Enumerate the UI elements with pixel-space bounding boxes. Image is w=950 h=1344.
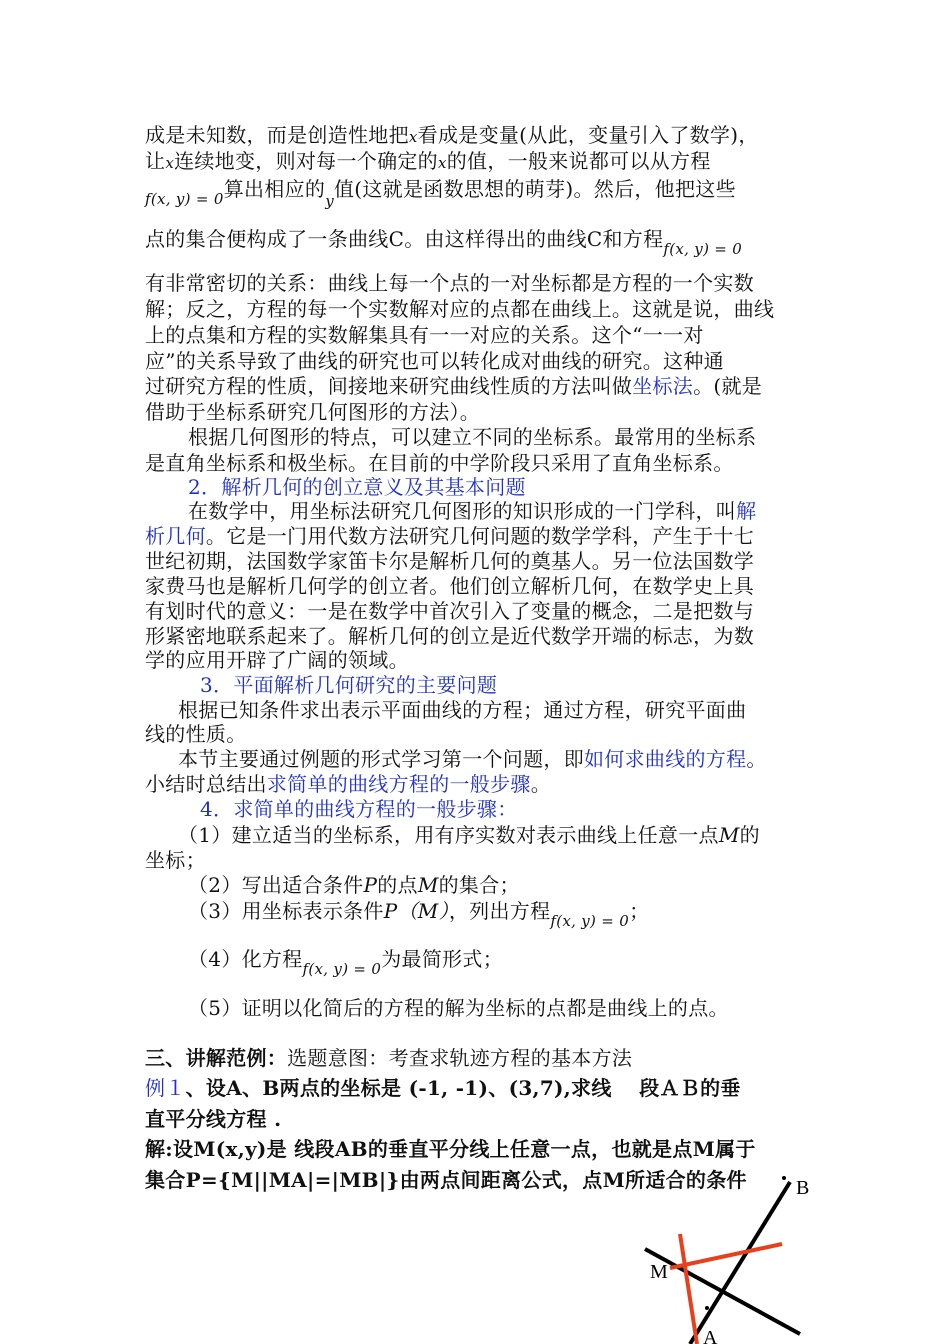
section-heading-4: 4．求简单的曲线方程的一般步骤： xyxy=(200,797,518,821)
text-line: 上的点集和方程的实数解集具有一一对应的关系。这个“一一对 xyxy=(145,323,704,347)
step-4: （4）化方程$_{f(x, y) = 0}$为最简形式； xyxy=(188,947,504,978)
text-line: 本节主要通过例题的形式学习第一个问题，即如何求曲线的方程。 xyxy=(178,747,767,771)
text-line: 有划时代的意义：一是在数学中首次引入了变量的概念，二是把数与 xyxy=(145,599,754,623)
section-3-heading: 三、讲解范例：选题意图：考查求轨迹方程的基本方法 xyxy=(145,1046,633,1070)
text-line: 直平分线方程 . xyxy=(145,1107,282,1131)
text-line: 析几何。它是一门用代数方法研究几何问题的数学学科，产生于十七 xyxy=(145,524,755,548)
example-label: 例１ xyxy=(145,1076,186,1100)
step-5: （5）证明以化简后的方程的解为坐标的点都是曲线上的点。 xyxy=(188,996,729,1020)
text-line: 成是未知数，而是创造性地把x看成是变量(从此，变量引入了数学)， xyxy=(145,123,759,147)
point-b xyxy=(782,1176,786,1180)
text-line: $_{f(x, y) = 0}$算出相应的$_y$值(这就是函数思想的萌芽)。然后，他把这些 xyxy=(145,177,736,210)
text-line: 过研究方程的性质，间接地来研究曲线性质的方法叫做坐标法。(就是 xyxy=(145,374,763,398)
point-mid xyxy=(705,1306,709,1310)
label-a: A xyxy=(703,1327,718,1344)
math-fxy: f(x, y) = 0 xyxy=(145,190,224,208)
term-analytic-geometry: 析几何 xyxy=(145,524,206,548)
text-line: 在数学中，用坐标法研究几何图形的知识形成的一门学科，叫解 xyxy=(188,499,757,523)
text-line: 家费马也是解析几何学的创立者。他们创立解析几何，在数学史上具 xyxy=(145,574,754,598)
text-line: 形紧密地联系起来了。解析几何的创立是近代数学开端的标志，为数 xyxy=(145,624,754,648)
text-line: 坐标； xyxy=(145,848,206,872)
text-line: 线的性质。 xyxy=(145,722,247,746)
text-line: 点的集合便构成了一条曲线C。由这样得出的曲线C和方程$_{f(x, y) = 0}$ xyxy=(145,227,743,258)
text-line: 根据几何图形的特点，可以建立不同的坐标系。最常用的坐标系 xyxy=(188,425,757,449)
example-1: 例１、设A、B两点的坐标是 (-1, -1)、(3,7),求线 段ＡＢ的垂 xyxy=(145,1076,741,1100)
term-general-steps: 求简单的曲线方程的一般步骤 xyxy=(266,772,531,796)
step-3: （3）用坐标表示条件P（M），列出方程$_{f(x, y) = 0}$； xyxy=(188,899,650,930)
solution-line: 集合P={M||MA|=|MB|}由两点间距离公式，点M所适合的条件 xyxy=(145,1168,747,1192)
line-through-m xyxy=(645,1249,800,1334)
step-2: （2）写出适合条件P的点M的集合； xyxy=(188,873,520,897)
term-curve-equation: 如何求曲线的方程 xyxy=(584,747,747,771)
perpendicular-bisector-figure xyxy=(630,1160,830,1344)
section-heading-2: 2．解析几何的创立意义及其基本问题 xyxy=(188,475,526,499)
text-line: 是直角坐标系和极坐标。在目前的中学阶段只采用了直角坐标系。 xyxy=(145,451,734,475)
math-x: x xyxy=(408,128,418,146)
step-1: （1）建立适当的坐标系，用有序实数对表示曲线上任意一点M的 xyxy=(178,823,760,847)
text-line: 世纪初期，法国数学家笛卡尔是解析几何的奠基人。另一位法国数学 xyxy=(145,549,754,573)
section-heading-3: 3．平面解析几何研究的主要问题 xyxy=(200,673,498,697)
text-line: 应”的关系导致了曲线的研究也可以转化成对曲线的研究。这种通 xyxy=(145,349,724,373)
text-line: 学的应用开辟了广阔的领域。 xyxy=(145,648,409,672)
text-line: 让x连续地变，则对每一个确定的x的值，一般来说都可以从方程 xyxy=(145,149,711,173)
term-coordinate-method: 坐标法 xyxy=(632,374,694,398)
text-line: 有非常密切的关系：曲线上每一个点的一对坐标都是方程的一个实数 xyxy=(145,271,754,295)
label-b: B xyxy=(796,1177,810,1199)
bisector-line-2 xyxy=(680,1234,697,1344)
text-line: 根据已知条件求出表示平面曲线的方程；通过方程，研究平面曲 xyxy=(178,698,747,722)
solution-line: 解:设M(x,y)是 线段AB的垂直平分线上任意一点，也就是点M属于 xyxy=(145,1137,756,1161)
label-m: M xyxy=(650,1261,668,1283)
text-line: 解；反之，方程的每一个实数解对应的点都在曲线上。这就是说，曲线 xyxy=(145,297,775,321)
text-line: 借助于坐标系研究几何图形的方法）。 xyxy=(145,400,481,424)
text-line: 小结时总结出求简单的曲线方程的一般步骤。 xyxy=(145,772,552,796)
bisector-line-1 xyxy=(670,1244,782,1268)
